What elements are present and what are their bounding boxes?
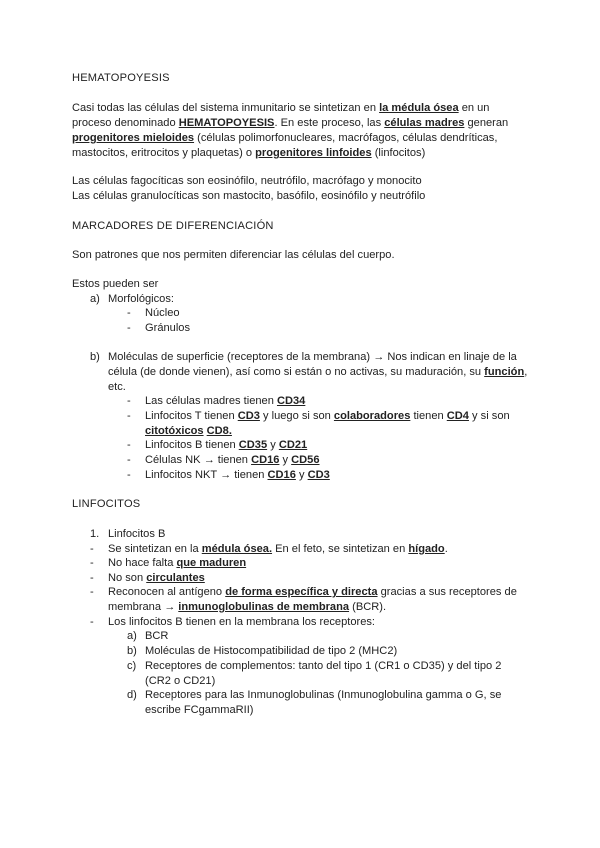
line-text: No son [108,572,147,584]
dash-bullet: - [90,616,94,628]
receptor-label: a) [127,630,137,642]
linfocitos-b-line-4 [108,585,528,615]
cd-bold: CD3 [307,469,330,481]
receptor-item-bcr: BCR [145,630,169,642]
linfocitos-b-line-2 [108,556,246,571]
dash-bullet: - [90,586,94,598]
receptor-item-inmunoglobulinas: Receptores para las Inmunoglobulinas (Inmunoglobulina gamma o G, se escribe FCgammaRII) [145,689,502,716]
cd-item-linfocitos-t [145,409,530,439]
cd-text: Linfocitos B tienen [145,439,239,451]
dash-bullet: - [90,572,94,584]
cd-bold: CD3 [237,410,260,422]
cd-bold: CD16 [267,469,296,481]
intro-text: (células polimorfonucleares, macrófagos, células dendríticas, mastocitos, eritrocitos y plaquetas) o [72,132,498,159]
cd-item-celulas-madres [145,394,305,409]
cd-text: y luego si son [259,410,334,422]
cd-text: y [295,469,308,481]
cd-text: Células NK → tienen [145,454,252,466]
line-text: Se sintetizan en la [108,543,202,555]
line-text: gracias a sus receptores de membrana → [108,586,517,613]
cd-text: Linfocitos T tienen [145,410,238,422]
line-bold: circulantes [146,572,205,584]
granulocytic-line: Las células granulocíticas son mastocito, basófilo, eosinófilo y neutrófilo [72,190,426,202]
receptor-label: c) [127,660,137,672]
moleculas-text: , etc. [108,366,528,393]
cd-bold: CD35 [238,439,268,451]
line-bold: de forma específica y directa [225,586,378,598]
intro-bold-progenitores-mieloides: progenitores mieloides [72,132,195,144]
moleculas-text: Moléculas de superficie (receptores de la membrana) → Nos indican en linaje de la célula (de donde vienen), así como si están o no activas, su maduración, su [108,351,517,378]
linfocitos-b-line-5: Los linfocitos B tienen en la membrana los receptores: [108,616,376,628]
list-item-nucleo: Núcleo [145,307,180,319]
intro-text: (linfocitos) [371,147,426,159]
line-bold: que maduren [176,557,247,569]
intro-bold-progenitores-linfoides: progenitores linfoides [255,147,372,159]
cd-text: y [279,454,292,466]
intro-bold-medula: la médula ósea [379,102,459,114]
receptor-label: d) [127,689,137,701]
line-bold: hígado [408,543,445,555]
dash-bullet: - [90,543,94,555]
line-text: En el feto, se sintetizan en [272,543,409,555]
markers-heading: MARCADORES DE DIFERENCIACIÓN [72,220,274,232]
phagocytic-line: Las células fagocíticas son eosinófilo, neutrófilo, macrófago y monocito [72,175,422,187]
line-text: (BCR). [349,601,387,613]
list-label-b: b) [90,351,100,363]
line-text: Reconocen al antígeno [108,586,226,598]
dash-bullet: - [127,410,131,422]
receptor-item-complementos: Receptores de complementos: tanto del tipo 1 (CR1 o CD35) y del tipo 2 (CR2 o CD21) [145,660,502,687]
linfocitos-b-line-1 [108,542,448,557]
cd-bold: colaboradores [333,410,411,422]
cd-item-nkt [145,468,330,483]
list-item-morfologicos: Morfológicos: [108,293,174,305]
cd-text: y [267,439,279,451]
cd-bold: CD16 [251,454,280,466]
cd-item-linfocitos-b [145,438,307,453]
list-item-moleculas [108,350,528,395]
intro-text: en un proceso denominado [72,102,490,129]
intro-text: Casi todas las células del sistema inmunitario se sintetizan en [72,102,380,114]
intro-text: . En este proceso, las [274,117,385,129]
list-item-granulos: Gránulos [145,322,191,334]
dash-bullet: - [127,322,131,334]
numbered-label: 1. [90,528,100,540]
linfocitos-heading: LINFOCITOS [72,498,141,510]
receptor-item-mhc2: Moléculas de Histocompatibilidad de tipo 2 (MHC2) [145,645,398,657]
markers-intro: Estos pueden ser [72,278,159,290]
cd-text: y si son [468,410,510,422]
intro-text: generan [464,117,509,129]
cd-text: Las células madres tienen [145,395,277,407]
list-label-a: a) [90,293,100,305]
line-bold: inmunoglobulinas de membrana [178,601,350,613]
dash-bullet: - [127,469,131,481]
page-title: HEMATOPOYESIS [72,72,170,84]
linfocitos-b-line-3 [108,571,205,586]
cd-bold: CD4 [446,410,469,422]
dash-bullet: - [127,439,131,451]
cd-text: tienen [410,410,447,422]
line-bold: médula ósea. [201,543,273,555]
intro-paragraph [72,101,520,161]
dash-bullet: - [127,395,131,407]
cd-bold: CD34 [276,395,306,407]
line-text: No hace falta [108,557,177,569]
receptor-label: b) [127,645,137,657]
cd-text: Linfocitos NKT → tienen [145,469,268,481]
dash-bullet: - [127,307,131,319]
cd-bold: CD21 [278,439,308,451]
dash-bullet: - [127,454,131,466]
cd-bold: CD56 [291,454,320,466]
intro-bold-hematopoyesis: HEMATOPOYESIS [178,117,275,129]
dash-bullet: - [90,557,94,569]
cd-bold: CD8. [206,425,232,437]
intro-bold-celulas-madres: células madres [384,117,465,129]
cd-bold: citotóxicos [145,425,204,437]
cd-item-nk [145,453,320,468]
moleculas-bold-funcion: función [484,366,525,378]
markers-definition: Son patrones que nos permiten diferenciar las células del cuerpo. [72,249,395,261]
numbered-item-linfocitos-b: Linfocitos B [108,528,166,540]
line-text: . [444,543,448,555]
